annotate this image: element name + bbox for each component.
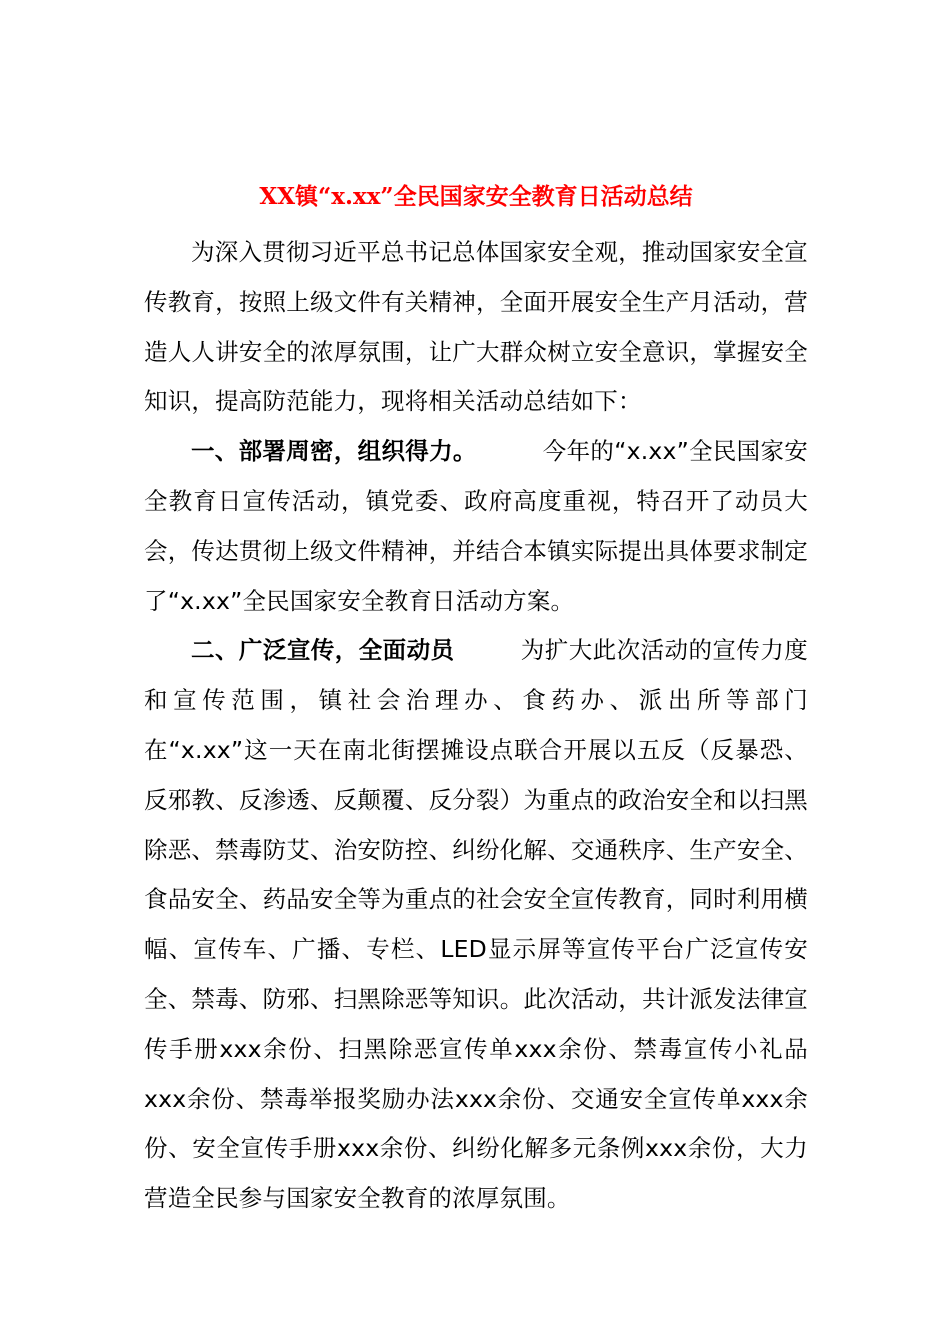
section-1-body: 今年的“x.xx”全民国家安全教育日宣传活动，镇党委、政府高度重视，特召开了动员大会，传达贯彻上级文件精神，并结合本镇实际提出具体要求制定了“x.xx”全民国家安全教育日活动方案。 xyxy=(144,437,808,615)
section-2-paragraph xyxy=(144,626,808,1224)
document-title: XX镇“x.xx”全民国家安全教育日活动总结 xyxy=(259,183,693,210)
section-1-heading: 一、部署周密，组织得力。 xyxy=(191,437,477,466)
section-1-paragraph xyxy=(144,427,808,626)
section-2-body: 为扩大此次活动的宣传力度和宣传范围，镇社会治理办、食药办、派出所等部门在“x.xx”这一天在南北街摆摊设点联合开展以五反（反暴恐、反邪教、反渗透、反颠覆、反分裂）为重点的政治安全和以扫黑除恶、禁毒防艾、治安防控、纠纷化解、交通秩序、生产安全、食品安全、药品安全等为重点的社会安全宣传教育，同时利用横幅、宣传车、广播、专栏、LED显示屏等宣传平台广泛宣传安全、禁毒、防邪、扫黑除恶等知识。此次活动，共计派发法律宣传手册xxx余份、扫黑除恶宣传单xxx余份、禁毒宣传小礼品xxx余份、禁毒举报奖励办法xxx余份、交通安全宣传单xxx余份、安全宣传手册xxx余份、纠纷化解多元条例xxx余份，大力营造全民参与国家安全教育的浓厚氛围。 xyxy=(144,636,809,1213)
document-page xyxy=(144,180,808,1224)
section-2-heading: 二、广泛宣传，全面动员 xyxy=(191,636,455,665)
intro-paragraph: 为深入贯彻习近平总书记总体国家安全观，推动国家安全宣传教育，按照上级文件有关精神，全面开展安全生产月活动，营造人人讲安全的浓厚氛围，让广大群众树立安全意识，掌握安全知识，提高防范能力，现将相关活动总结如下： xyxy=(144,238,808,416)
